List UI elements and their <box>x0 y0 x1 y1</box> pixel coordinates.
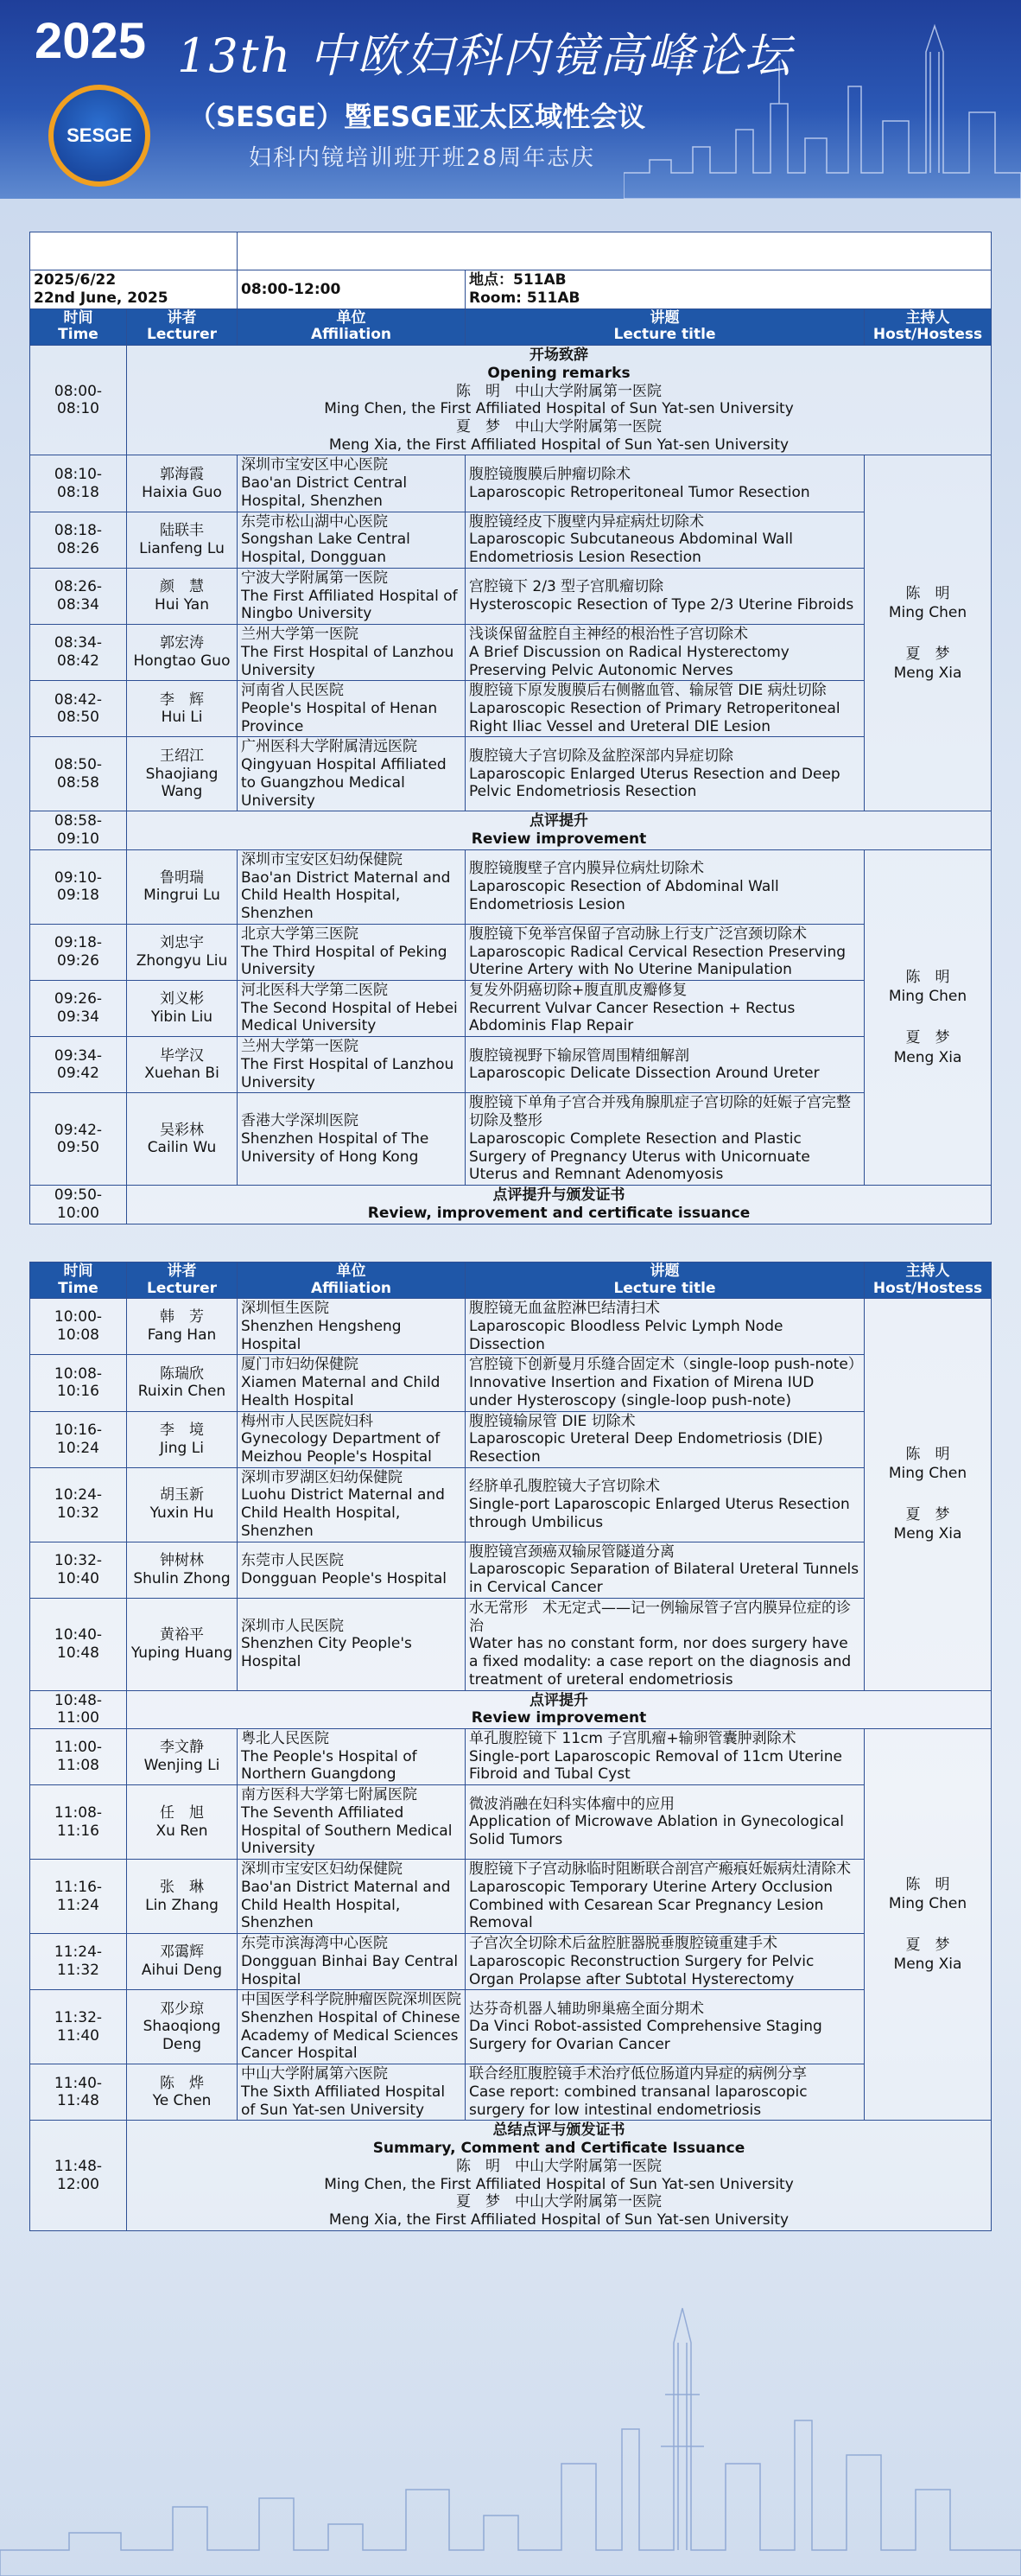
table-row <box>30 924 992 980</box>
header-host: 主持人 Host/Hostess <box>865 308 992 345</box>
host-cell: 陈 明 Ming Chen 夏 梦 Meng Xia <box>865 1299 992 1690</box>
lecturer-cell: 胡玉新 Yuxin Hu <box>127 1467 238 1542</box>
time-cell: 11:48-12:00 <box>30 2121 127 2230</box>
affiliation-cell: 南方医科大学第七附属医院 The Seventh Affiliated Hospital of Southern Medical University <box>238 1785 466 1860</box>
lecture-title-cell: 经脐单孔腹腔镜大子宫切除术 Single-port Laparoscopic Enlarged Uterus Resection through Umbilicus <box>466 1467 865 1542</box>
lecturer-cell: 邓少琼 Shaoqiong Deng <box>127 1990 238 2064</box>
time-cell: 10:32-10:40 <box>30 1542 127 1598</box>
affiliation-cell: 中山大学附属第六医院 The Sixth Affiliated Hospital of Sun Yat-sen University <box>238 2064 466 2121</box>
table-row <box>30 849 992 924</box>
table-header-row <box>30 308 992 345</box>
date-cell: 2025/6/22 22nd June, 2025 <box>30 270 238 308</box>
table-row <box>30 1467 992 1542</box>
affiliation-cell: 东莞市人民医院 Dongguan People's Hospital <box>238 1542 466 1598</box>
affiliation-cell: 兰州大学第一医院 The First Hospital of Lanzhou University <box>238 625 466 681</box>
lecturer-cell: 鲁明瑞 Mingrui Lu <box>127 849 238 924</box>
review-row <box>30 811 992 849</box>
footer-skyline-icon <box>0 2291 1021 2576</box>
lecture-title-cell: 水无常形 术无定式——记一例输尿管子宫内膜异位症的诊治 Water has no constant form, nor does surgery have a fixed modality: a case report on the diagnosis and treatment of ureteral endometriosis <box>466 1598 865 1690</box>
host-cell: 陈 明 Ming Chen 夏 梦 Meng Xia <box>865 455 992 811</box>
forum-title: 13th 中欧妇科内镜高峰论坛 <box>177 29 793 83</box>
table-row <box>30 737 992 811</box>
time-cell: 09:18-09:26 <box>30 924 127 980</box>
time-cell: 08:50-08:58 <box>30 737 127 811</box>
review-content: 点评提升 Review improvement <box>127 1690 992 1728</box>
table-row <box>30 1411 992 1467</box>
time-cell: 08:42-08:50 <box>30 681 127 737</box>
lecturer-cell: 王绍江 Shaojiang Wang <box>127 737 238 811</box>
time-cell: 11:00-11:08 <box>30 1728 127 1784</box>
schedule-table-morning-1 <box>29 232 992 1224</box>
time-cell: 08:00-08:10 <box>30 346 127 455</box>
time-cell: 11:16-11:24 <box>30 1860 127 1934</box>
header-lecturer: 讲者 Lecturer <box>127 308 238 345</box>
time-range-cell: 08:00-12:00 <box>238 270 466 308</box>
table-row <box>30 1860 992 1934</box>
affiliation-cell: 中国医学科学院肿瘤医院深圳医院 Shenzhen Hospital of Chinese Academy of Medical Sciences Cancer Hospital <box>238 1990 466 2064</box>
place-cell: 地点：511AB Room: 511AB <box>466 270 992 308</box>
time-cell: 10:00-10:08 <box>30 1299 127 1355</box>
meeting-title: （SESGE）暨ESGE亚太区域性会议 <box>188 100 646 133</box>
table-row <box>30 1598 992 1690</box>
time-cell: 11:24-11:32 <box>30 1934 127 1990</box>
affiliation-cell: 东莞市松山湖中心医院 Songshan Lake Central Hospital, Dongguan <box>238 512 466 568</box>
table-row <box>30 455 992 512</box>
lecture-title-cell: 腹腔镜腹膜后肿瘤切除术 Laparoscopic Retroperitoneal Tumor Resection <box>466 455 865 512</box>
affiliation-cell: 香港大学深圳医院 Shenzhen Hospital of The University of Hong Kong <box>238 1093 466 1186</box>
time-cell: 09:10-09:18 <box>30 849 127 924</box>
lecturer-cell: 邓霭辉 Aihui Deng <box>127 1934 238 1990</box>
table-row <box>30 1355 992 1411</box>
lecturer-cell: 黄裕平 Yuping Huang <box>127 1598 238 1690</box>
lecture-title-cell: 微波消融在妇科实体瘤中的应用 Application of Microwave Ablation in Gynecological Solid Tumors <box>466 1785 865 1860</box>
affiliation-cell: 深圳市宝安区妇幼保健院 Bao'an District Maternal and Child Health Hospital, Shenzhen <box>238 1860 466 1934</box>
time-cell: 10:48-11:00 <box>30 1690 127 1728</box>
header-banner <box>0 0 1021 199</box>
speech-content: 总结点评与颁发证书 Summary, Comment and Certificate Issuance 陈 明 中山大学附属第一医院 Ming Chen, the First Affiliated Hospital of Sun Yat-sen University 夏 梦 中山大学附属第一医院 Meng Xia, the First Affiliated Hospital of Sun Yat-sen University <box>127 2121 992 2230</box>
lecturer-cell: 任 旭 Xu Ren <box>127 1785 238 1860</box>
time-cell: 10:40-10:48 <box>30 1598 127 1690</box>
affiliation-cell: 深圳市人民医院 Shenzhen City People's Hospital <box>238 1598 466 1690</box>
table-row <box>30 1934 992 1990</box>
affiliation-cell: 河南省人民医院 People's Hospital of Henan Province <box>238 681 466 737</box>
header-time: 时间 Time <box>30 308 127 345</box>
review-content: 点评提升 Review improvement <box>127 811 992 849</box>
time-cell: 08:58-09:10 <box>30 811 127 849</box>
lecturer-cell: 郭海霞 Haixia Guo <box>127 455 238 512</box>
table-row <box>30 1542 992 1598</box>
time-cell: 10:24-10:32 <box>30 1467 127 1542</box>
affiliation-cell: 厦门市妇幼保健院 Xiamen Maternal and Child Health Hospital <box>238 1355 466 1411</box>
affiliation-cell: 深圳恒生医院 Shenzhen Hengsheng Hospital <box>238 1299 466 1355</box>
affiliation-cell: 东莞市滨海湾中心医院 Dongguan Binhai Bay Central Hospital <box>238 1934 466 1990</box>
table-row <box>30 625 992 681</box>
review-row <box>30 1690 992 1728</box>
lecture-title-cell: 宫腔镜下 2/3 型子宫肌瘤切除 Hysteroscopic Resection of Type 2/3 Uterine Fibroids <box>466 568 865 624</box>
speech-content: 开场致辞 Opening remarks 陈 明 中山大学附属第一医院 Ming Chen, the First Affiliated Hospital of Sun Yat-sen University 夏 梦 中山大学附属第一医院 Meng Xia, the First Affiliated Hospital of Sun Yat-sen University <box>127 346 992 455</box>
time-cell: 09:50-10:00 <box>30 1186 127 1224</box>
affiliation-cell: 河北医科大学第二医院 The Second Hospital of Hebei Medical University <box>238 981 466 1037</box>
lecture-title-cell: 腹腔镜输尿管 DIE 切除术 Laparoscopic Ureteral Deep Endometriosis (DIE) Resection <box>466 1411 865 1467</box>
lecture-title-cell: 腹腔镜无血盆腔淋巴结清扫术 Laparoscopic Bloodless Pelvic Lymph Node Dissection <box>466 1299 865 1355</box>
sesge-logo: SESGE <box>48 85 150 187</box>
lecture-title-cell: 浅谈保留盆腔自主神经的根治性子宫切除术 A Brief Discussion on Radical Hysterectomy Preserving Pelvic Autonomic Nerves <box>466 625 865 681</box>
lecturer-cell: 李 辉 Hui Li <box>127 681 238 737</box>
lecture-title-cell: 腹腔镜腹壁子宫内膜异位病灶切除术 Laparoscopic Resection of Abdominal Wall Endometriosis Lesion <box>466 849 865 924</box>
time-cell: 11:40-11:48 <box>30 2064 127 2121</box>
lecturer-cell: 陆联丰 Lianfeng Lu <box>127 512 238 568</box>
affiliation-cell: 粤北人民医院 The People's Hospital of Northern Guangdong <box>238 1728 466 1784</box>
table-row <box>30 2064 992 2121</box>
banner-subtitle: 妇科内镜培训班开班28周年志庆 <box>249 145 596 171</box>
header-host: 主持人 Host/Hostess <box>865 1263 992 1299</box>
lecturer-cell: 韩 芳 Fang Han <box>127 1299 238 1355</box>
table-header-row <box>30 1263 992 1299</box>
lecturer-cell: 郭宏涛 Hongtao Guo <box>127 625 238 681</box>
time-cell: 09:42-09:50 <box>30 1093 127 1186</box>
schedule-table-morning-2 <box>29 1262 992 2231</box>
header-lecturer: 讲者 Lecturer <box>127 1263 238 1299</box>
lecture-title-cell: 腹腔镜视野下输尿管周围精细解剖 Laparoscopic Delicate Dissection Around Ureter <box>466 1037 865 1093</box>
lecturer-cell: 李文静 Wenjing Li <box>127 1728 238 1784</box>
time-cell: 08:10-08:18 <box>30 455 127 512</box>
lecturer-cell: 陈 烨 Ye Chen <box>127 2064 238 2121</box>
time-cell: 09:34-09:42 <box>30 1037 127 1093</box>
session-cell: 菁英手术视频展播专场 Elite Surgery Video Exhibition Session <box>238 232 992 270</box>
lecture-title-cell: 复发外阴癌切除+腹直肌皮瓣修复 Recurrent Vulvar Cancer Resection + Rectus Abdominis Flap Repair <box>466 981 865 1037</box>
table-row <box>30 1037 992 1093</box>
table-row <box>30 981 992 1037</box>
header-lecture-title: 讲题 Lecture title <box>466 308 865 345</box>
time-cell: 09:26-09:34 <box>30 981 127 1037</box>
table-row <box>30 512 992 568</box>
affiliation-cell: 深圳市宝安区中心医院 Bao'an District Central Hospital, Shenzhen <box>238 455 466 512</box>
time-cell: 11:08-11:16 <box>30 1785 127 1860</box>
affiliation-cell: 梅州市人民医院妇科 Gynecology Department of Meizhou People's Hospital <box>238 1411 466 1467</box>
speech-row <box>30 2121 992 2230</box>
lecture-title-cell: 腹腔镜大子宫切除及盆腔深部内异症切除 Laparoscopic Enlarged Uterus Resection and Deep Pelvic Endometriosis Resection <box>466 737 865 811</box>
lecture-title-cell: 子宫次全切除术后盆腔脏器脱垂腹腔镜重建手术 Laparoscopic Reconstruction Surgery for Pelvic Organ Prolapse after Subtotal Hysterectomy <box>466 1934 865 1990</box>
affiliation-cell: 深圳市宝安区妇幼保健院 Bao'an District Maternal and Child Health Hospital, Shenzhen <box>238 849 466 924</box>
table-row <box>30 568 992 624</box>
lecturer-cell: 张 琳 Lin Zhang <box>127 1860 238 1934</box>
table-row <box>30 681 992 737</box>
header-lecture-title: 讲题 Lecture title <box>466 1263 865 1299</box>
review-content: 点评提升与颁发证书 Review, improvement and certificate issuance <box>127 1186 992 1224</box>
affiliation-cell: 广州医科大学附属清远医院 Qingyuan Hospital Affiliated to Guangzhou Medical University <box>238 737 466 811</box>
host-cell: 陈 明 Ming Chen 夏 梦 Meng Xia <box>865 849 992 1185</box>
time-cell: 08:26-08:34 <box>30 568 127 624</box>
lecture-title-cell: 宫腔镜下创新曼月乐缝合固定术（single-loop push-note） Innovative Insertion and Fixation of Mirena IUD under Hysteroscopy (single-loop push-note) <box>466 1355 865 1411</box>
lecturer-cell: 钟树林 Shulin Zhong <box>127 1542 238 1598</box>
lecture-title-cell: 达芬奇机器人辅助卵巢癌全面分期术 Da Vinci Robot-assisted Comprehensive Staging Surgery for Ovarian Cancer <box>466 1990 865 2064</box>
affiliation-cell: 宁波大学附属第一医院 The First Affiliated Hospital of Ningbo University <box>238 568 466 624</box>
lecture-title-cell: 腹腔镜经皮下腹壁内异症病灶切除术 Laparoscopic Subcutaneous Abdominal Wall Endometriosis Lesion Resection <box>466 512 865 568</box>
lecturer-cell: 毕学汉 Xuehan Bi <box>127 1037 238 1093</box>
speech-row <box>30 346 992 455</box>
venue-cell: 5 楼分会场十一 Venue 11, 5th floor <box>30 232 238 270</box>
lecturer-cell: 吴彩林 Cailin Wu <box>127 1093 238 1186</box>
affiliation-cell: 北京大学第三医院 The Third Hospital of Peking University <box>238 924 466 980</box>
time-cell: 08:18-08:26 <box>30 512 127 568</box>
header-time: 时间 Time <box>30 1263 127 1299</box>
table-row <box>30 1093 992 1186</box>
lecture-title-cell: 单孔腹腔镜下 11cm 子宫肌瘤+输卵管囊肿剥除术 Single-port Laparoscopic Removal of 11cm Uterine Fibroid and Tubal Cyst <box>466 1728 865 1784</box>
time-cell: 10:08-10:16 <box>30 1355 127 1411</box>
lecturer-cell: 颜 慧 Hui Yan <box>127 568 238 624</box>
lecture-title-cell: 腹腔镜宫颈癌双输尿管隧道分离 Laparoscopic Separation of Bilateral Ureteral Tunnels in Cervical Cancer <box>466 1542 865 1598</box>
lecture-title-cell: 腹腔镜下原发腹膜后右侧髂血管、输尿管 DIE 病灶切除 Laparoscopic Resection of Primary Retroperitoneal Right Iliac Vessel and Ureteral DIE Lesion <box>466 681 865 737</box>
review-row <box>30 1186 992 1224</box>
lecture-title-cell: 联合经肛腹腔镜手术治疗低位肠道内异症的病例分享 Case report: combined transanal laparoscopic surgery for low intestinal endometriosis <box>466 2064 865 2121</box>
city-skyline-icon <box>624 0 1021 199</box>
header-affiliation: 单位 Affiliation <box>238 308 466 345</box>
lecturer-cell: 陈瑞欣 Ruixin Chen <box>127 1355 238 1411</box>
table-row <box>30 1990 992 2064</box>
lecture-title-cell: 腹腔镜下免举宫保留子宫动脉上行支广泛宫颈切除术 Laparoscopic Radical Cervical Resection Preserving Uterine Artery with No Uterine Manipulation <box>466 924 865 980</box>
table-row <box>30 1299 992 1355</box>
banner-year: 2025 <box>35 13 147 69</box>
lecturer-cell: 刘忠宇 Zhongyu Liu <box>127 924 238 980</box>
header-affiliation: 单位 Affiliation <box>238 1263 466 1299</box>
affiliation-cell: 兰州大学第一医院 The First Hospital of Lanzhou University <box>238 1037 466 1093</box>
time-cell: 11:32-11:40 <box>30 1990 127 2064</box>
time-cell: 08:34-08:42 <box>30 625 127 681</box>
affiliation-cell: 深圳市罗湖区妇幼保健院 Luohu District Maternal and Child Health Hospital, Shenzhen <box>238 1467 466 1542</box>
table-row <box>30 1785 992 1860</box>
lecturer-cell: 李 境 Jing Li <box>127 1411 238 1467</box>
host-cell: 陈 明 Ming Chen 夏 梦 Meng Xia <box>865 1728 992 2120</box>
lecture-title-cell: 腹腔镜下单角子宫合并残角腺肌症子宫切除的妊娠子宫完整切除及整形 Laparoscopic Complete Resection and Plastic Surgery of Pregnancy Uterus with Unicornuate Uterus and Remnant Adenomyosis <box>466 1093 865 1186</box>
time-cell: 10:16-10:24 <box>30 1411 127 1467</box>
table-row <box>30 1728 992 1784</box>
lecturer-cell: 刘义彬 Yibin Liu <box>127 981 238 1037</box>
lecture-title-cell: 腹腔镜下子宫动脉临时阻断联合剖宫产瘢痕妊娠病灶清除术 Laparoscopic Temporary Uterine Artery Occlusion Combined with Cesarean Scar Pregnancy Lesion Removal <box>466 1860 865 1934</box>
